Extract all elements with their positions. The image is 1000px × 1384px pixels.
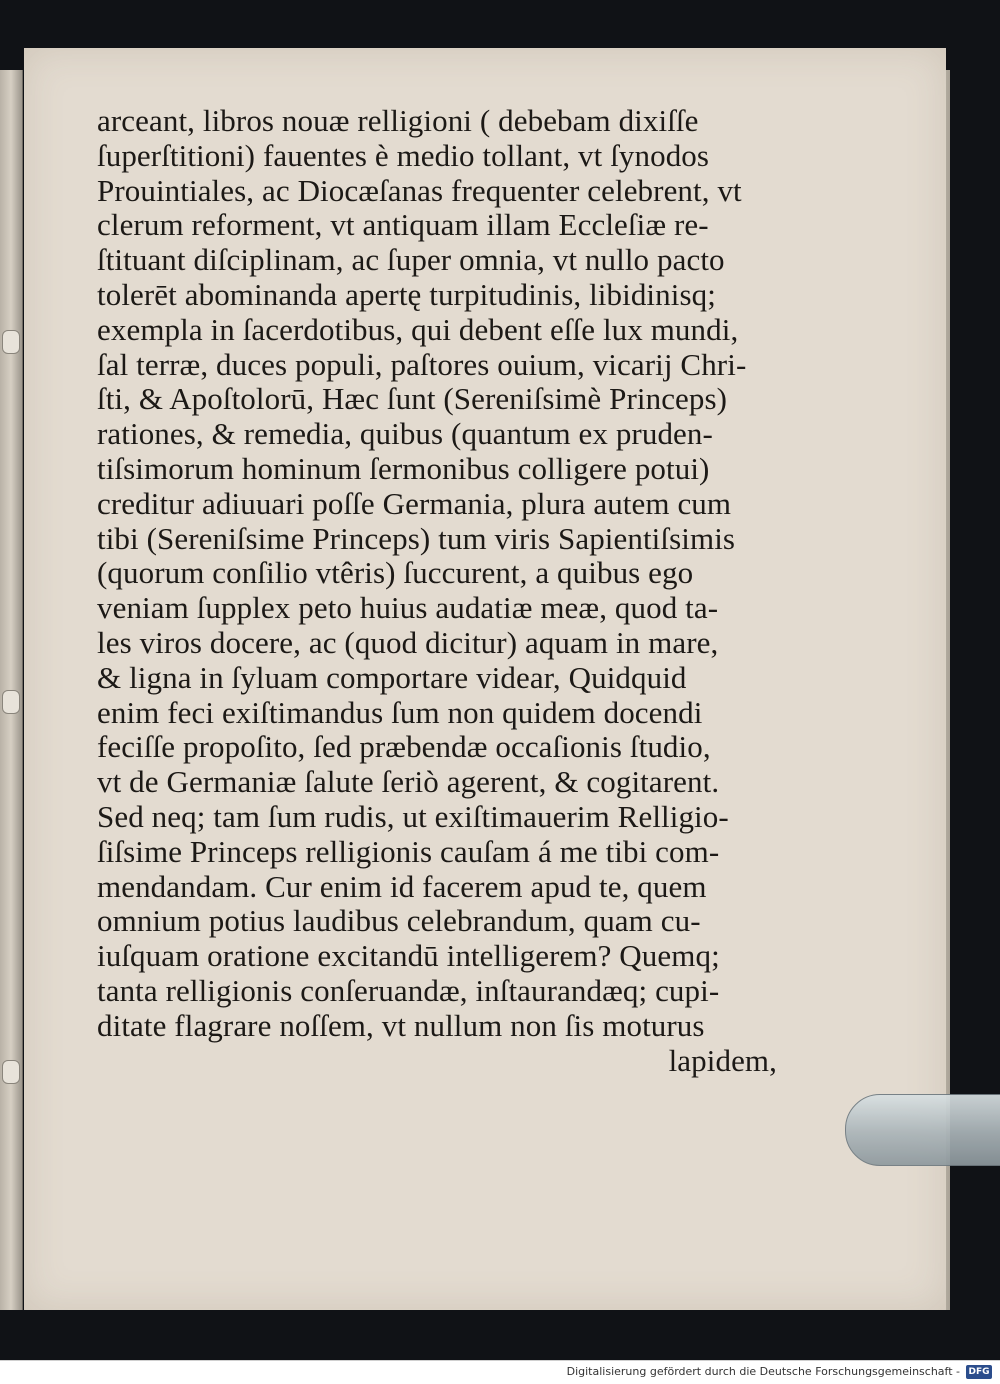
- text-line: tanta relligionis conſeruandæ, inſtaurandæq; cupi-: [97, 973, 720, 1008]
- text-line: rationes, & remedia, quibus (quantum ex pruden-: [97, 417, 713, 452]
- text-line: ditate flagrare noſſem, vt nullum non ſis moturus: [97, 1008, 705, 1043]
- text-line: veniam ſupplex peto huius audatiæ meæ, quod ta-: [97, 591, 719, 626]
- text-line: ſti, & Apoſtolorū, Hæc ſunt (Sereniſsimè Princeps): [97, 382, 728, 417]
- binding-thread-knot: [2, 1060, 20, 1084]
- text-line: ſtituant diſciplinam, ac ſuper omnia, vt nullo pacto: [97, 243, 725, 278]
- text-line: mendandam. Cur enim id facerem apud te, quem: [97, 869, 707, 904]
- text-line: tibi (Sereniſsime Princeps) tum viris Sapientiſsimis: [97, 521, 736, 556]
- text-line: tolerēt abominanda apertę turpitudinis, libidinisq;: [97, 277, 716, 312]
- text-line: clerum reforment, vt antiquam illam Eccleſiæ re-: [97, 208, 709, 243]
- text-line: feciſſe propoſito, ſed præbendæ occaſionis ſtudio,: [97, 730, 711, 765]
- binding-edge: [0, 70, 23, 1310]
- binding-thread-knot: [2, 690, 20, 714]
- text-line: Prouintiales, ac Diocæſanas frequenter celebrent, vt: [97, 173, 742, 208]
- text-line: arceant, libros nouæ relligioni ( debebam dixiſſe: [97, 104, 699, 138]
- text-line: les viros docere, ac (quod dicitur) aquam in mare,: [97, 625, 719, 660]
- text-line: iuſquam oratione excitandū intelligerem? Quemq;: [97, 939, 720, 974]
- text-line: ſiſsime Princeps relligionis cauſam á me tibi com-: [97, 834, 720, 869]
- text-line: vt de Germaniæ ſalute ſeriò agerent, & cogitarent.: [97, 765, 720, 800]
- page-text: [97, 104, 797, 1078]
- text-line: ſal terræ, duces populi, paſtores ouium, vicarij Chri-: [97, 347, 747, 382]
- text-line: omnium potius laudibus celebrandum, quam cu-: [97, 904, 701, 939]
- text-line: & ligna in ſyluam comportare videar, Quidquid: [97, 660, 687, 695]
- text-line: creditur adiuuari poſſe Germania, plura autem cum: [97, 486, 732, 521]
- footer-credit: Digitalisierung gefördert durch die Deutsche Forschungsgemeinschaft -: [566, 1365, 960, 1378]
- dfg-logo: DFG: [966, 1365, 992, 1379]
- text-line: ſuperſtitioni) fauentes è medio tollant, vt ſynodos: [97, 138, 710, 173]
- catchword: lapidem,: [668, 1043, 777, 1078]
- footer-bar: [0, 1360, 1000, 1384]
- page-clip: [845, 1094, 1000, 1166]
- text-line: exempla in ſacerdotibus, qui debent eſſe lux mundi,: [97, 312, 739, 347]
- text-line: Sed neq; tam ſum rudis, ut exiſtimauerim Relligio-: [97, 799, 729, 834]
- text-line: (quorum conſilio vtêris) ſuccurent, a quibus ego: [97, 556, 694, 591]
- text-line: tiſsimorum hominum ſermonibus colligere potui): [97, 451, 710, 486]
- binding-thread-knot: [2, 330, 20, 354]
- text-line: enim feci exiſtimandus ſum non quidem docendi: [97, 695, 703, 730]
